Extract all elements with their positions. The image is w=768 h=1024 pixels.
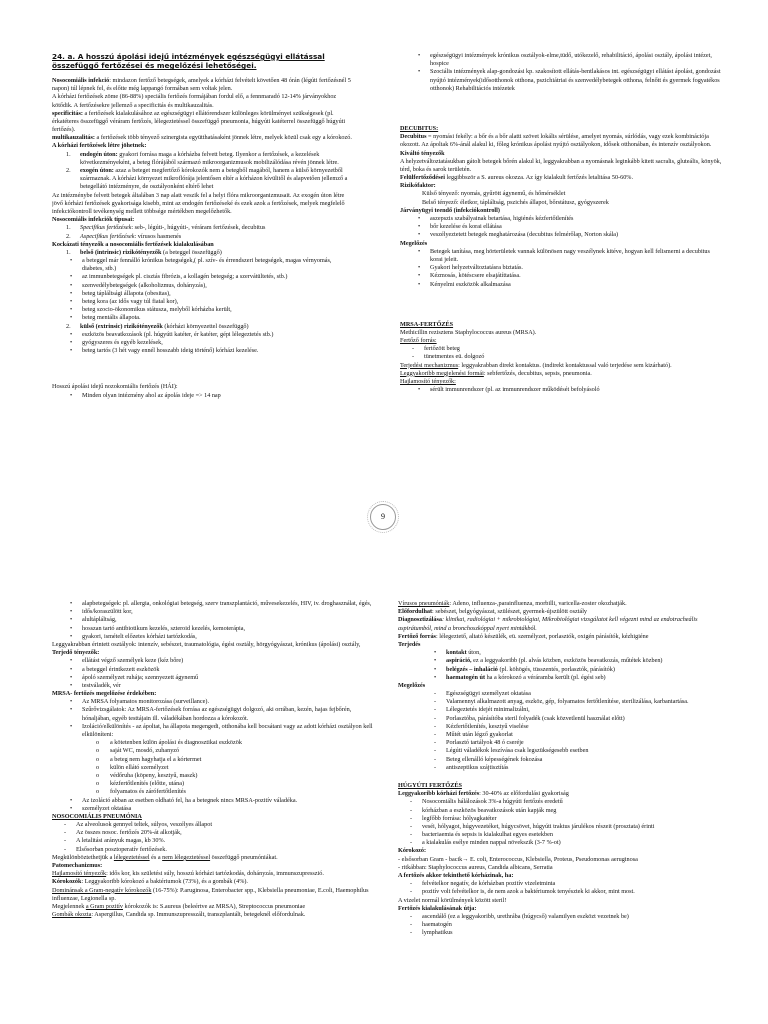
mrsa-prevention-list [52,698,374,739]
page-number-badge: 9 [370,504,396,530]
subheading: Kockázati tényezők a nosocomiális fertőzések kialakulásában [52,240,214,248]
list-item: • veszélyeztetett betegek meghatározása (decubitus felmérőlap, Norton skála) [418,231,619,239]
list-item: • kontakt úton, [434,649,481,657]
document-page-1 [40,52,732,492]
paragraph: A vizelet normál körülmények között steril! [398,896,507,904]
list-item: • beteg kora (az idős vagy túl fiatal kor), [70,298,179,306]
paragraph: Hajlamosító tényezők: idős kor, kis születési súly, hosszú kórházi tartózkodás, dohányzás, immunszupresszió. [52,870,324,878]
list-item: • aspiráció, ez a leggyakoribb (pl. alvás közben, eszközös beavatkozás, műtétek közben) [434,657,663,665]
paragraph: A helyzetváltoztatásukban gátolt betegek bőrén alakul ki, leggyakrabban a nyomásnak leginkább kitett sacralis, gluteális, könyök, térd, boka és sarok területén. [400,157,722,173]
paragraph: Leggyakoribb kórházi fertőzés: 30-40% az előfordulási gyakoriság [398,790,569,798]
list-item: • Minden olyan intézmény ahol az ápolás ideje => 14 nap [70,391,221,399]
hai-list [52,392,352,400]
list-item: 1. endogén úton: gyakori forrása maga a kórházba felvett beteg. Ilyenkor a fertőzések, a kezelések következményeként, a beteg flórájából származó mikroorganizmusok mobilizálódása révén jönnek létre. [66,150,339,166]
pneumonia-prevention-list [398,690,724,772]
list-item: • ápoló személyzet ruhája; szennyezett ágynemű [70,673,199,681]
list-item: o saját WC, mosdó, zuhanyzó [96,747,180,755]
paragraph: Vírusos pneumóniák: Adeno, influenza-,parainfluenza, morbilli, varicella-zoster okozhatják. [398,600,627,607]
paragraph: A kórházi fertőzések zöme (86-88%) speciális fertőzés formájában fordul elő, a fennmaradó 12-14% járványokhoz kötődik. A fertőzésekre jellemző a specificitás és multikauzalitás. [52,93,337,109]
subheading: Járványügyi teendő (infekciókontroll) [400,206,500,214]
list-item: - Porlasztóba, párásítóba steril folyadék (csak közvetlenül használat előtt) [434,714,625,722]
paragraph: Hosszú ápolási idejű nozokomiális fertőzés (HÁI): [52,383,178,391]
decubitus-definition: Decubitus = nyomási fekély: a bőr és a bőr alatti szövet lokális sérülése, amelyet nyomás, súrlódás, vagy ezek kombinációja okozott. Az ápoltak 6%-ánál alakul ki, főleg krónikus ápolást nyújtó osztályokon, idősek otthonában, és intenzív osztályokon. [400,133,712,149]
list-item: o külön ellátó személyzet [96,763,169,771]
list-item: • hosszan tartó antibiotikum kezelés, szteroid kezelés, kemoterápia, [70,624,246,632]
list-item: • szenvedélybetegségek (alkoholizmus, dohányzás), [70,281,207,289]
uti-list [398,798,724,847]
types-list [52,224,352,240]
decubitus-title: DECUBITUS: [400,124,439,132]
paragraph: Felülfertőződései leggibbször a S. aureus okozza. Az így kialakult fertőzés letalitása 50-60%. [400,174,633,182]
paragraph: Leggyakrabban érintett osztályok: intenzív, sebészet, traumatológia, égési osztály, hörgyógyászat, krónikus (ápolási) osztály, [52,640,361,648]
subheading: Kiváltó tényezők [400,149,445,157]
pneumonia-list [52,821,374,854]
list-item: - haematogén [410,921,452,929]
risk-group-intrinsic: 1. belső (intrinsic) rizikótényezők (a beteggel összefüggő) [66,248,222,256]
list-item: - Az alveolusok gennyel teltek, súlyos, veszélyes állapot [64,821,213,829]
list-item: o kézfertőtlenítés (előtte, utána) [96,780,185,788]
list-item: • beteg mentális állapota. [70,314,141,322]
paragraph: Előfordulhat: sebészet, belgyógyászat, szülészet, gyermek-újszülött osztály [398,608,588,616]
list-item: - Egészségügyi személyzet oktatása [434,690,531,698]
spread-list [398,649,724,682]
paragraph: Kórokozók: Leggyakoribb kórokozó a baktériumok (73%), és a gombák (4%). [52,878,248,886]
paragraph: Belső tényező: életkor, tápláltság, pszichés állapot, bőrstátusz, gyógyszerek [422,198,609,206]
page2-left-column [52,600,374,919]
list-item: - pozitív volt felvételkor is, de nem azok a baktériumok tenyésztek ki akkor, mint most. [410,888,635,896]
list-item: - veséi, hólyagot, húgyvezetéket, húgycsövet, húgyúti traktus járulékos részeit (prosztata) érinti [410,822,655,830]
list-item: - felvételkor negatív, de kórházban pozitív vizeletminta [410,880,556,888]
subheading: Megelőzés [400,239,428,247]
subheading: Patomechanizmus: [52,862,103,869]
list-item: • az immunbetegségek pl. cisztás fibrózis, a kollagén betegség; a szervátültetés, stb.) [70,273,288,281]
list-item: • haematogén út ha a kórokozó a véráramba került (pl. égési seb) [434,673,606,681]
list-item: • Betegek tanítása, meg hörterületek vannak különösen nagy veszélynek kitéve, hogyan kell felismerni a decubitus korai jeleit. [418,247,710,263]
term-label: Nosocomiális infekció [52,76,110,84]
list-item: • Szűrővizsgálatok: Az MRSA-fertőzések forrása az egészségügyi dolgozó, aki orrában, kezén, hajas fejbőrén, hónaljában, egyéb testtájain ill. váladékában hordozza a kórokozót. [70,706,352,722]
mrsa-title: MRSA-FERTŐZÉS [400,320,454,328]
list-item: • belégzés – inhaláció (pl. köhögés, tüsszentés, porlasztók, párásítók) [434,665,615,673]
list-item: - Nosocomiális hálálozások 3%-a húgyúti fertőzés eredetű [410,798,563,806]
prevention-list [400,248,722,289]
list-item: - bacteriaemia és sepsis is kialakulhat egyes esetekben [410,831,553,839]
list-item: o a beteg nem hagyhatja el a kórtermet [96,755,202,763]
document-page-2 [40,600,732,1020]
list-item: • a beteggel érintkezett eszközök [70,665,160,673]
list-item: • testváladék, vér [70,681,121,689]
list-item: - fertőzött beteg [412,345,460,353]
multicausality-definition: multikauzalitás: a fertőzések több tényező szinergista együtthatásaként jönnek létre, melyek közül csak egy a kórokozó. [52,134,352,142]
list-item: • Az MRSA folyamatos monitorozása (surveillance). [70,698,209,706]
paragraph: - elsősorban Gram - bacik→ E. coli, Enterococcus, Klebsiella, Proteus, Pseudomonas aeruginosa [398,855,638,863]
paragraph: Fertőző forrás: lélegeztető, altató készülék, eü. személyzet, porlasztók, oxigén párásítók, kézhigiéne [398,632,649,640]
list-item: - kórházban a eszközös beavatkozások után kapják meg [410,806,557,814]
list-item: • a beteggel már fennálló krónikus betegségek,( pl. szív- és érrendszeri betegségek, magas vérnyomás, diabetes, stb.) [70,257,332,273]
paragraph: Megjelennek a Gram pozitív kórokozók is: S.aureus (beleértve az MRSA), Streptococcus pneumoniae [52,902,306,910]
nosocomial-definition: Nosocomiális infekció: mindazon fertőző betegségek, amelyek a kórházi felvételt követően 48 órán (légúti fertőzésnél 5 napon) túl lépnek fel, és előtte még lappangó formában sem voltak jelen. [52,76,351,93]
subheading: A kórházi fertőzések létre jöhetnek: [52,142,147,150]
list-item: • bőr kezelése és korai ellátása [418,223,502,231]
paragraph: Megkülönböztethetjük a lélegeztetéssel és a nem lélegeztetéssel összefüggő pneumóniákat. [52,853,278,861]
paragraph: Gombák okozta: Aspergillus, Candida sp. Immunszupresszált, transzplantált, betegeknél előfordulnak. [52,911,306,919]
paragraph: Leggyakoribb megjelenési formái: sebfertőzés, decubitus, sepsis, pneumonia. [400,369,592,377]
list-item: • beteg tartós (3 hét vagy ennél hosszabb ideig történő) kórházi kezelése. [70,347,259,355]
list-item: o a kötetenben külön ápolási és diagnosztikai eszközök [96,739,242,747]
list-item: • alultápláltság, [70,616,117,624]
subheading: Nosocomiális infekciók típusai: [52,216,135,224]
mrsa-tail-list [52,797,374,813]
source-list [400,345,722,361]
subheading: Megelőzés [398,681,426,689]
origin-list [52,151,352,192]
risk-group-extrinsic: 2. külső (extrinsic) rizikótényezők (kórházi környezettel összefüggő) [66,322,249,330]
list-item: • aszepszis szabályainak betartása, higiénés kézfertőtlenítés [418,215,574,222]
specificity-definition: specificitás: a fertőzések kialakulásához az egészségügyi ellátórendszer különleges körülményei szükségesek (pl. érkatéteres összefüggő véráram fertőzés, lélegeztetéssel összefüggő pneumonia, húgyúti katéterrel összefüggő húgyúti fertőzés). [52,109,346,134]
risk-continued-list [52,600,374,641]
list-item: - Kézfertőtlenítés, kesztyű viselése [434,722,529,730]
section-title: 24. a. A hosszú ápolási idejű intézmények egészségügyi ellátással összefüggő fertőzései és megelőzési lehetőségei. [52,52,325,71]
list-item: - antiszeptikus szájtisztítás [434,763,509,771]
paragraph: Dominánsak a Gram-negatív kórokozók (16-75%): P.aruginosa, Enterobacter spp., Klebsiella pneumoniae, E.coli, Haemophilus influenzae, Legionella sp. [52,886,369,902]
subheading: Kórokozó: [398,847,427,855]
subheading: Terjedés [398,640,421,648]
paragraph: Terjedési mechanizmus: leggyakrabban direkt kontaktus. (indirekt kontaktussal való terjedése sem kizárható). [400,361,672,369]
list-item: • ellátást végző személyek keze (kéz bőre) [70,657,184,665]
list-item: - Valamennyi alkalmazott anyag, eszköz, gép, folyamatos fertőtlenítése, sterilizálása, karbantartása. [434,698,689,706]
list-item: 2. Aspecifikus fertőzések: vírusos hasmenés [66,232,182,240]
list-item: • idős/koraszülött kor, [70,608,133,616]
list-item: - Az összes nosoc. fertőzés 20%-át alkotják, [64,829,182,837]
infection-control-list [400,215,722,240]
list-item: • Szociális intézmények alap-gondozási kp. szakosított ellátás-bentlakásos int. egészségügyi ellátást ápolást, gondozást nyújtó intézmények(idősotthonok otthona, pszichiátriai és szenvedélybetegek otthona, felnőtt és gyermek fogyatékos otthonok) Rehabilitációs intézetek [418,68,721,92]
list-item: o védőruha (köpeny, kesztyű, maszk) [96,771,198,779]
list-item: - ascendálő (ez a leggyakoribb, urethrába (húgycső) valamilyen eszközt vezetnek be) [410,912,629,920]
list-item: 1. Specifikus fertőzések: seb-, légúti-, húgyúti-, véráram fertőzések, decubitus [66,224,266,232]
list-item: • Az izoláció abban az esetben oldható fel, ha a betegnek nincs MRSA-pozitív váladéka. [70,796,298,804]
list-item: - tünetmentes eü. dolgozó [412,353,485,361]
list-item: - legfőbb forrása: hólyagkatéter [410,814,497,822]
list-item: • beteg tápláltsági állapota (obesitas), [70,289,171,297]
subheading: Terjedő tényezők: [52,649,100,657]
paragraph: - ritkábban: Staphylococcus aureus, Candida albicans, Serratia [398,863,553,871]
list-item: • gyakori, ismételt előzetes kórházi tartózkodás, [70,632,197,640]
list-item: • eszközös beavatkozások (pl. húgyúti katéter, ér katéter, gépi lélegeztetés stb.) [70,330,274,338]
list-item: - Beteg ellenálló képességének fokozása [434,755,543,763]
list-item: • Izoláció/elkülönítés - az ápoltat, ha állapota megengedi, otthonába kell bocsátani vagy az adott kórházi osztályon kell elkülöníteni: [70,722,373,738]
list-item: • Kényelmi eszközök alkalmazása [418,280,511,288]
subheading: Fertőző forrás: [400,337,437,345]
list-item: • sérült immunrendszer (pl. az immunrendszer működését befolyásoló [418,386,600,394]
list-item: • egészségügyi intézmények krónikus osztályok-elme,tüdő, utókezelő, rehabilitáció, ápolási osztály, ápolási intézet, hospice [418,52,712,68]
list-item: • Kézmosás, kötéscsere elsajátíttatása. [418,272,521,280]
list-item: - A letalitási arányuk magas, kb 30%. [64,837,166,845]
paragraph: Diagnosztizálása: klinikai, radiológiai + mikrobiológiai, Mikrobiológiai vizsgálatot kell végezni mind az endotracheális aspirátumból, mind a bronchoszkóppal nyert mintákból. [398,616,698,632]
institution-list [400,52,722,93]
list-item: 2. exogén úton: azaz a beteget megfertőző kórokozók nem a betegből magából, hanem a külső környezetből származnak. A kórházi környezet mikroflórája jelentősen eltér a kórházon kívülitől és alapvetően jellemző a betegellátó intézményre, de osztályonként eltérő lehet [66,167,348,191]
list-item: • személyzet oktatása [70,804,132,812]
subheading: Rizikófaktor: [400,182,436,190]
paragraph: Az intézménybe felvett betegek általában 3 nap alatt veszik fel a helyi flóra mikroorganizmusait. Az exogén úton létre jövő kórházi fertőzések gyakorisága kisebb, mint az endogén fertőzéseké és ezek azok a fertőzések, melyek megfelelő infekciókontroll tevékenység mellett többsége mértékben megelőzhetők. [52,191,345,215]
risk-extrinsic-list [52,331,352,356]
list-item: • alapbetegségek: pl. allergia, onkológiai betegség, szerv transzplantáció, művesekezelés, HIV, iv. droghasználat, égés, [70,600,372,607]
uti-title: HÚGYÚTI FERTŐZÉS [398,781,462,789]
predisposing-list [400,386,722,394]
risk-intrinsic-list [52,257,352,323]
list-item: • gyógyszeres és egyéb kezelések, [70,338,163,346]
page2-right-column [398,600,724,938]
isolation-list [52,739,374,796]
list-item: • Gyakori helyzetváltoztatásra biztatás. [418,264,523,272]
list-item: - Porlasztó tartályok 48 ó cseréje [434,739,524,747]
list-item: - Légúti váladékok leszívása csak legszükségesebb esetben [434,747,589,755]
paragraph: Methicillin rezisztens Staphylococcus aureus (MRSA). [400,328,537,336]
pneumonia-title: NOSOCOMIÁLIS PNEUMÓNIA [52,812,142,820]
list-item: - Elsősorban posztoperatív fertőzések. [64,845,167,853]
list-item: - Műtét után légző gyakorlat [434,731,513,738]
subheading: Fertőzés kialakulásának útja: [398,904,477,912]
list-item: o folyamatos és zárófertőtlenítés [96,788,186,796]
paragraph: Külső tényező: nyomás, gyűrött ágynemű, és hőmérséklet [422,190,566,198]
hospital-infection-criteria-list [398,880,724,896]
list-item: • beteg szocio-ökonomikus státusza, melyből kórházba került, [70,306,232,314]
infection-route-list [398,913,724,938]
list-item: - Lélegeztetés idejét minimalizálni, [434,706,530,714]
subheading: MRSA- fertőzés megelőzése érdekében: [52,690,157,698]
subheading: Hajlamosító tényezők: [400,378,456,385]
page1-left-column [52,52,352,400]
page1-right-column [400,52,722,394]
transmission-list [52,657,374,690]
subheading: A fertőzés akkor tekinthető kórházinak, ha: [398,872,514,879]
list-item: - a kialakulás esélye minden nappal növekszik (3-7 %-ot) [410,839,561,847]
list-item: - lymphatikus [410,929,453,937]
